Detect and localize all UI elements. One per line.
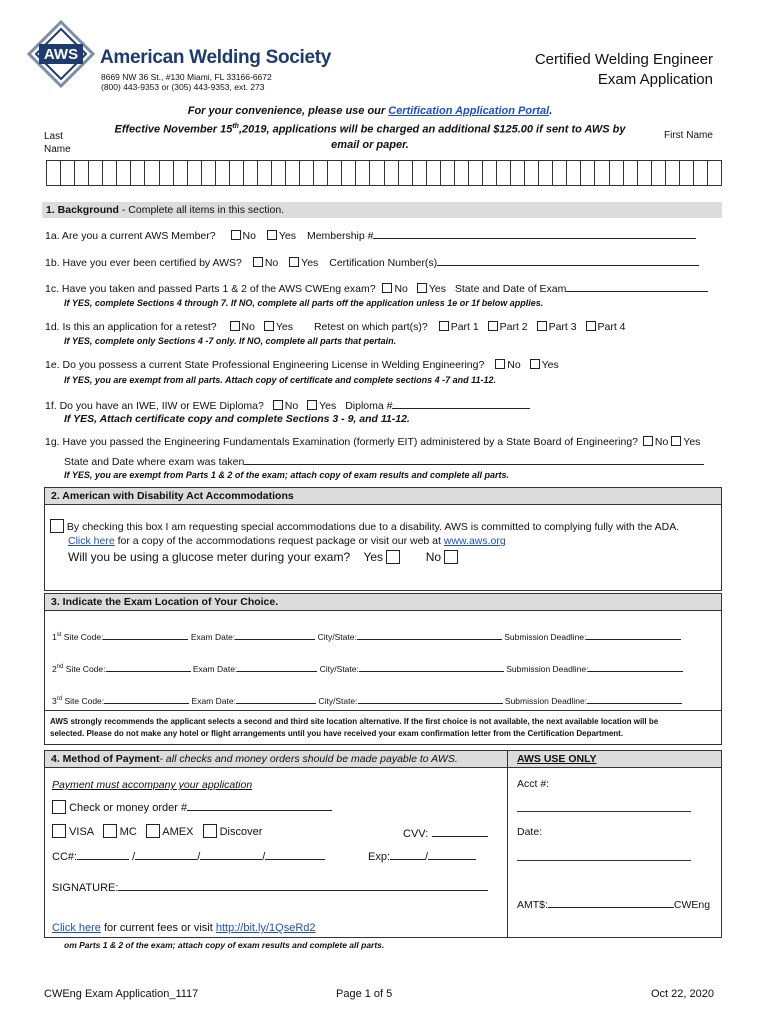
q1e-yes-checkbox[interactable] [530,359,540,369]
cc-segment-3-field[interactable] [200,849,262,860]
name-character-cell[interactable] [651,161,665,185]
name-character-cell[interactable] [187,161,201,185]
cc-segment-1-field[interactable] [77,849,129,860]
portal-notice: For your convenience, please use our Certification Application Portal. Effective November 15th,2019, applications will be charged an additional $125.00 if sent to AWS by email or paper. [114,105,626,151]
q1e: 1e. Do you possess a current State Professional Engineering License in Welding Engineering? No Yes [45,359,559,371]
q1b-yes-checkbox[interactable] [289,257,299,267]
city-state-1-field[interactable] [357,631,502,640]
fees-row: Click here for current fees or visit http://bit.ly/1QseRd2 [52,922,316,934]
state-date-exam-field[interactable] [566,281,708,292]
city-state-2-field[interactable] [359,663,504,672]
name-character-grid[interactable] [46,160,722,186]
site-row-3: 3rd Site Code: Exam Date: City/State: Submission Deadline: [52,695,682,706]
q1c-yes-checkbox[interactable] [417,283,427,293]
site-row-2: 2nd Site Code: Exam Date: City/State: Submission Deadline: [52,663,683,674]
q1d-yes-checkbox[interactable] [264,321,274,331]
check-money-order-row: Check or money order # [52,800,332,814]
site-code-3-field[interactable] [104,695,189,704]
q1d: 1d. Is this an application for a retest? No Yes Retest on which part(s)? Part 1 Part 2 Part 3 Part 4 [45,321,626,333]
name-character-cell[interactable] [510,161,524,185]
q1g: 1g. Have you passed the Engineering Fundamentals Examination (formerly EIT) administered by a State Board of Engineering? No Yes [45,436,701,448]
aws-date-line [517,860,691,861]
name-character-cell[interactable] [201,161,215,185]
name-character-cell[interactable] [440,161,454,185]
q1c-no-checkbox[interactable] [382,283,392,293]
first-name-label: First Name [664,130,713,141]
exp-year-field[interactable] [428,849,476,860]
site-code-2-field[interactable] [106,663,191,672]
footer-date: Oct 22, 2020 [651,988,714,1000]
cvv-field[interactable] [432,826,488,837]
q1b: 1b. Have you ever been certified by AWS? No Yes Certification Number(s) [45,255,699,269]
aws-website-link[interactable]: www.aws.org [443,535,506,547]
q1g-field-row: State and Date where exam was taken [64,454,704,468]
name-character-cell[interactable] [327,161,341,185]
cvv-row: CVV: [403,826,488,840]
exam-date-3-field[interactable] [236,695,316,704]
org-phone: (800) 443-9353 or (305) 443-9353, ext. 273 [101,82,265,92]
cc-segment-2-field[interactable] [135,849,197,860]
name-character-cell[interactable] [60,161,74,185]
aws-acct-line [517,811,691,812]
name-character-cell[interactable] [369,161,383,185]
site-code-1-field[interactable] [103,631,188,640]
name-character-cell[interactable] [679,161,693,185]
q1f: 1f. Do you have an IWE, IIW or EWE Diploma? No Yes Diploma # [45,398,530,412]
deadline-2-field[interactable] [588,663,683,672]
name-character-cell[interactable] [623,161,637,185]
ada-request: By checking this box I am requesting special accommodations due to a disability. AWS is committed to complying fully with the ADA. [50,519,679,533]
certification-number-field[interactable] [437,255,699,266]
ada-link-row: Click here for a copy of the accommodations request package or visit our web at www.aws.org [68,535,506,547]
retest-part3-checkbox[interactable] [537,321,547,331]
aws-acct-label: Acct #: [517,778,550,790]
section1-heading: 1. Background - Complete all items in this section. [42,202,722,218]
glucose-no-checkbox[interactable] [444,550,458,564]
retest-part1-checkbox[interactable] [439,321,449,331]
q1c: 1c. Have you taken and passed Parts 1 & 2 of the AWS CWEng exam? No Yes State and Date of Exam [45,281,708,295]
card-type-row: VISA MC AMEX Discover [52,824,262,838]
deadline-3-field[interactable] [587,695,682,704]
name-character-cell[interactable] [538,161,552,185]
aws-amt-row: AMT$: CWEng [517,899,711,911]
state-date-ef-exam-field[interactable] [244,454,704,465]
glucose-yes-checkbox[interactable] [386,550,400,564]
q1b-no-checkbox[interactable] [253,257,263,267]
q1g-no-checkbox[interactable] [643,436,653,446]
q1c-note: If YES, complete Sections 4 through 7. If NO, complete all parts off the application unless 1e or 1f below applies. [64,298,544,308]
name-character-cell[interactable] [102,161,116,185]
aws-amt-field [548,897,674,908]
name-character-cell[interactable] [524,161,538,185]
section3-heading: 3. Indicate the Exam Location of Your Choice. [45,594,721,611]
q1a-yes-checkbox[interactable] [267,230,277,240]
name-character-cell[interactable] [116,161,130,185]
exp-month-field[interactable] [390,849,425,860]
name-character-cell[interactable] [468,161,482,185]
accommodations-click-here-link[interactable]: Click here [68,535,115,547]
name-character-cell[interactable] [412,161,426,185]
name-character-cell[interactable] [46,161,60,185]
name-character-cell[interactable] [552,161,566,185]
mc-checkbox[interactable] [103,824,117,838]
ada-accommodations-checkbox[interactable] [50,519,64,533]
aws-date-label: Date: [517,826,543,838]
retest-part2-checkbox[interactable] [488,321,498,331]
amex-checkbox[interactable] [146,824,160,838]
aws-use-heading: AWS USE ONLY [517,753,597,765]
name-character-cell[interactable] [74,161,88,185]
q1a-no-checkbox[interactable] [231,230,241,240]
name-character-cell[interactable] [355,161,369,185]
cc-row: CC#: / / / [52,849,325,863]
q1g-note: If YES, you are exempt from Parts 1 & 2 of the exam; attach copy of exam results and complete all parts. [64,470,509,480]
name-character-cell[interactable] [496,161,510,185]
name-character-cell[interactable] [566,161,580,185]
fees-bitly-link[interactable]: http://bit.ly/1QseRd2 [215,922,316,934]
name-character-cell[interactable] [594,161,608,185]
certification-portal-link[interactable]: Certification Application Portal [388,105,550,117]
q1f-note: If YES, Attach certificate copy and complete Sections 3 - 9, and 11-12. [64,413,410,425]
visa-checkbox[interactable] [52,824,66,838]
q1g-yes-checkbox[interactable] [671,436,681,446]
footer-form-id: CWEng Exam Application_1117 [44,988,199,1000]
name-character-cell[interactable] [144,161,158,185]
name-character-cell[interactable] [215,161,229,185]
last-name-label: Last Name [44,131,71,155]
form-title-line1: Certified Welding Engineer [534,51,713,68]
signature-field[interactable] [118,880,488,891]
name-character-cell[interactable] [299,161,313,185]
payment-note: Payment must accompany your application [52,779,253,791]
q1e-note: If YES, you are exempt from all parts. Attach copy of certificate and complete sections 4 -7 and 11-12. [64,375,496,385]
glucose-meter-question: Will you be using a glucose meter during your exam? Yes No [68,550,458,564]
q1f-no-checkbox[interactable] [273,400,283,410]
retest-part4-checkbox[interactable] [586,321,596,331]
name-character-cell[interactable] [580,161,594,185]
exam-date-2-field[interactable] [237,663,317,672]
diploma-number-field[interactable] [392,398,530,409]
signature-row: SIGNATURE: [52,880,488,894]
fees-click-here-link[interactable]: Click here [52,922,101,934]
name-character-cell[interactable] [271,161,285,185]
section4-heading: 4. Method of Payment- all checks and money orders should be made payable to AWS. [45,751,507,768]
q1a: 1a. Are you a current AWS Member? No Yes Membership # [45,228,696,242]
name-character-cell[interactable] [313,161,327,185]
membership-number-field[interactable] [373,228,696,239]
name-character-cell[interactable] [707,161,721,185]
deadline-1-field[interactable] [586,631,681,640]
name-character-cell[interactable] [665,161,679,185]
name-character-cell[interactable] [454,161,468,185]
q1e-no-checkbox[interactable] [495,359,505,369]
name-character-cell[interactable] [130,161,144,185]
exp-row: Exp: / [368,849,476,863]
city-state-3-field[interactable] [358,695,503,704]
name-character-cell[interactable] [384,161,398,185]
name-character-cell[interactable] [285,161,299,185]
discover-checkbox[interactable] [203,824,217,838]
aws-logo-icon [27,20,95,88]
check-money-order-checkbox[interactable] [52,800,66,814]
name-character-cell[interactable] [609,161,623,185]
name-character-cell[interactable] [637,161,651,185]
name-character-cell[interactable] [159,161,173,185]
name-character-cell[interactable] [173,161,187,185]
name-character-cell[interactable] [693,161,707,185]
footer-page-number: Page 1 of 5 [336,988,393,1000]
name-character-cell[interactable] [482,161,496,185]
org-name: American Welding Society [100,47,332,68]
name-character-cell[interactable] [398,161,412,185]
svg-text:AWS: AWS [43,46,79,63]
bottom-cutoff-note: om Parts 1 & 2 of the exam; attach copy of exam results and complete all parts. [64,940,385,950]
name-character-cell[interactable] [243,161,257,185]
form-title-line2: Exam Application [597,71,713,88]
section2-heading: 2. American with Disability Act Accommodations [45,488,721,505]
name-character-cell[interactable] [229,161,243,185]
q1d-note: If YES, complete only Sections 4 -7 only. If NO, complete all parts that pertain. [64,336,397,346]
site-recommendation-note: AWS strongly recommends the applicant selects a second and third site location alternative. If the first choice is not available, the next available location will be selected. Please do not make any hotel or flight arrangements until you have received your exam confirmation letter from the Certification Department. [50,717,659,738]
exam-date-1-field[interactable] [235,631,315,640]
name-character-cell[interactable] [257,161,271,185]
name-character-cell[interactable] [426,161,440,185]
q1d-no-checkbox[interactable] [230,321,240,331]
org-address: 8669 NW 36 St., #130 Miami, FL 33166-6672 [101,72,272,82]
cc-segment-4-field[interactable] [265,849,325,860]
check-number-field[interactable] [187,800,332,811]
name-character-cell[interactable] [341,161,355,185]
name-character-cell[interactable] [88,161,102,185]
q1f-yes-checkbox[interactable] [307,400,317,410]
aws-use-divider [507,750,508,938]
site-row-1: 1st Site Code: Exam Date: City/State: Submission Deadline: [52,631,681,642]
section3-divider [45,710,721,711]
